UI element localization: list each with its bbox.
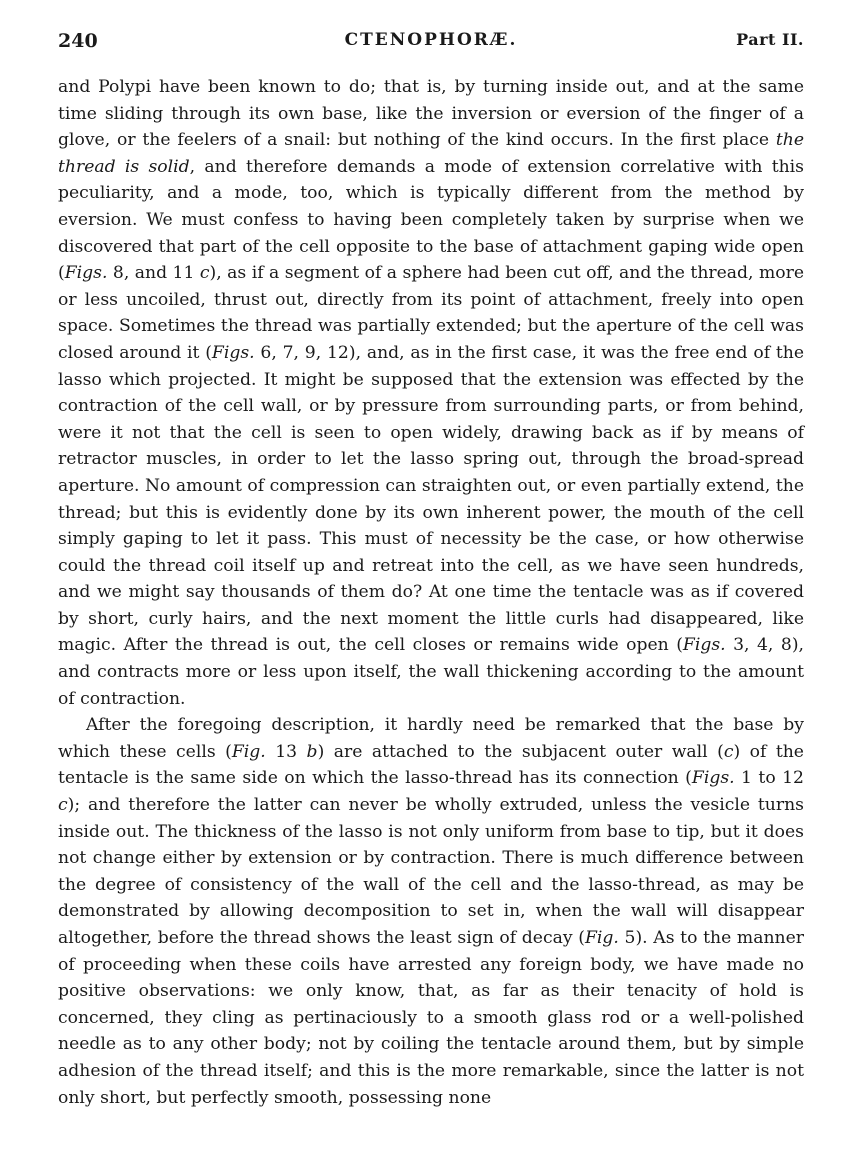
- text-run: After the foregoing description, it hardly need be remarked that the base by which these cells (: [58, 715, 804, 762]
- italic-text: b: [306, 741, 318, 762]
- text-run: and Polypi have been known to do; that is, by turning inside out, and at the same time sliding through its own base, like the inversion or eversion of the finger of a glove, or the feelers of a snail: but nothing of the kind occurs. In the first place: [58, 77, 804, 151]
- italic-text: Figs.: [682, 635, 726, 656]
- italic-text: c: [723, 741, 734, 762]
- italic-text: c: [58, 795, 68, 816]
- text-run: , and therefore demands a mode of extension correlative with this peculiarity, and a mode, too, which is typically different from the method by eversion. We must confess to having been completely taken by surprise when we discovered that part of the cell opposite to the base of attachment gaping wide open (: [58, 156, 804, 284]
- text-run: 3, 4, 8), and contracts more or less upon itself, the wall thickening according to the amount of contraction.: [58, 635, 804, 709]
- text-run: ) are attached to the subjacent outer wall (: [317, 741, 724, 762]
- italic-text: the thread is solid: [58, 130, 804, 177]
- part-label: Part II.: [736, 30, 804, 49]
- text-run: 1 to 12: [734, 768, 804, 789]
- text-run: ), as if a segment of a sphere had been cut off, and the thread, more or less uncoiled, thrust out, directly from its point of attachment, freely into open space. Sometimes the thread was partially extended; but the aperture of the cell was closed around it (: [58, 263, 804, 363]
- italic-text: Figs.: [64, 263, 108, 284]
- page-number: 240: [58, 30, 98, 52]
- text-run: ) of the tentacle is the same side on which the lasso-thread has its connection (: [58, 741, 804, 789]
- italic-text: Fig.: [584, 928, 619, 948]
- running-header: [58, 30, 804, 60]
- body-text: [58, 74, 804, 1111]
- italic-text: Figs.: [691, 768, 735, 789]
- italic-text: Fig.: [231, 741, 266, 762]
- paragraph: [58, 712, 804, 1111]
- text-run: 13: [265, 741, 307, 762]
- text-run: 6, 7, 9, 12), and, as in the first case, it was the free end of the lasso which projected. It might be supposed that the extension was effected by the contraction of the cell wall, or by pressure from surrounding parts, or from behind, were it not that the cell is seen to open widely, drawing back as if by means of retractor muscles, in order to let the lasso spring out, through the broad-spread aperture. No amount of compression can straighten out, or even partially extend, the thread; but this is evidently done by its own inherent power, the mouth of the cell simply gaping to let it pass. This must of necessity be the case, or how otherwise could the thread coil itself up and retreat into the cell, as we have seen hundreds, and we might say thousands of them do? At one time the tentacle was as if covered by short, curly hairs, and the next moment the little curls had disappeared, like magic. After the thread is out, the cell closes or remains wide open (: [58, 342, 804, 656]
- italic-text: c: [199, 263, 210, 284]
- running-title: CTENOPHORÆ.: [344, 30, 518, 50]
- text-run: 5). As to the manner of proceeding when these coils have arrested any foreign body, we have made no positive observations: we only know, that, as far as their tenacity of hold is concerned, they cling as pertinaciously to a smooth glass rod or a well-polished needle as to any other body; not by coiling the tentacle around them, but by simple adhesion of the thread itself; and this is the more remarkable, since the latter is not only short, but perfectly smooth, possessing none: [58, 928, 804, 1108]
- italic-text: Figs.: [211, 342, 255, 363]
- text-run: 8, and 11: [107, 263, 200, 284]
- paragraph: [58, 74, 804, 712]
- text-run: ); and therefore the latter can never be wholly extruded, unless the vesicle turns inside out. The thickness of the lasso is not only uniform from base to tip, but it does not change either by extension or by contraction. There is much difference between the degree of consistency of the wall of the cell and the lasso-thread, as may be demonstrated by allowing decomposition to set in, when the wall will disappear altogether, before the thread shows the least sign of decay (: [58, 795, 804, 948]
